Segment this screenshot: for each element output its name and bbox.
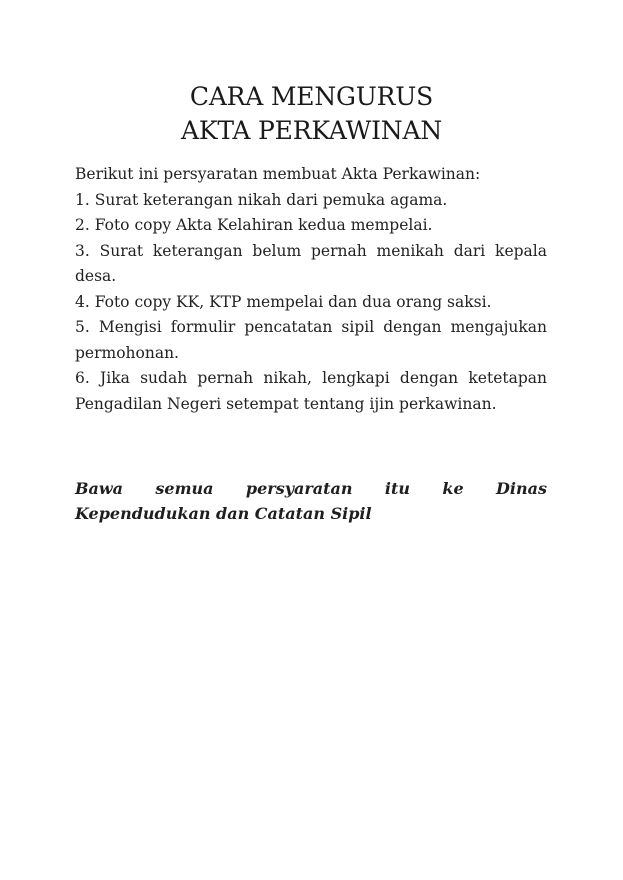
requirement-item-4: 4. Foto copy KK, KTP mempelai dan dua orang saksi.	[75, 292, 492, 311]
intro-text: Berikut ini persyaratan membuat Akta Perkawinan:	[75, 165, 481, 183]
title-line-1: CARA MENGURUS	[189, 82, 434, 111]
requirement-item-3: 3. Surat keterangan belum pernah menikah dari kepala desa.	[75, 241, 547, 285]
closing-note: Bawa semua persyaratan itu ke Dinas Kependudukan dan Catatan Sipil	[75, 479, 547, 523]
requirement-item-1: 1. Surat keterangan nikah dari pemuka agama.	[75, 190, 448, 209]
requirements-list	[75, 188, 547, 418]
requirement-item-5: 5. Mengisi formulir pencatatan sipil dengan mengajukan permohonan.	[75, 318, 547, 362]
requirements-section	[75, 162, 547, 417]
requirement-item-6: 6. Jika sudah pernah nikah, lengkapi dengan ketetapan Pengadilan Negeri setempat tentang ijin perkawinan.	[75, 369, 547, 413]
title-line-2: AKTA PERKAWINAN	[180, 116, 442, 145]
requirement-item-2: 2. Foto copy Akta Kelahiran kedua mempelai.	[75, 216, 433, 234]
page-title	[0, 80, 623, 148]
